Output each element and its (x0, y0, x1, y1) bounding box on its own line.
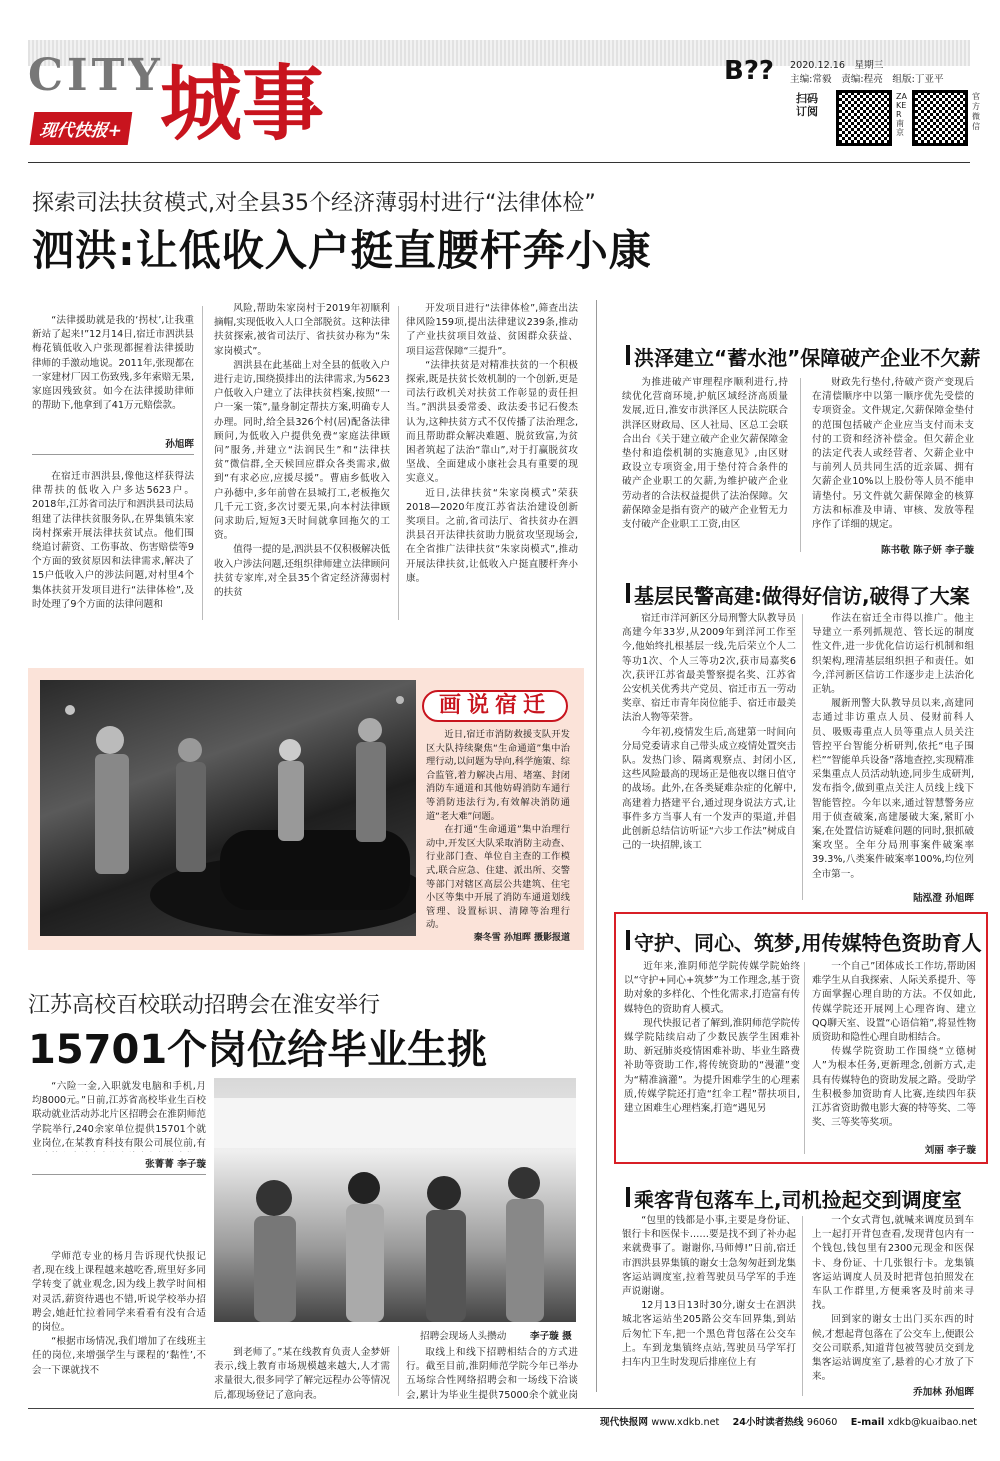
jobs-photo-credit: 李子璇 摄 (530, 1331, 572, 1342)
footer-rule (28, 1408, 974, 1409)
r3-divider (804, 962, 805, 1154)
photo-story-credit: 秦冬雪 孙旭晖 摄影报道 (473, 933, 570, 943)
r4-marker (626, 1187, 630, 1207)
section-title: 城事 (160, 56, 325, 152)
footer-hotline-label: 24小时读者热线 (732, 1417, 804, 1428)
r2-title: 基层民警高建:做得好信访,破得了大案 (634, 584, 970, 608)
photo-story-image (40, 680, 416, 936)
r2-marker (626, 583, 630, 603)
lead-col1b: 在宿迁市泗洪县,像他这样获得法律帮扶的低收入户多达5623户。2018年,江苏省司法厅和泗洪县司法局组建了法律扶贫服务队,在界集镇朱家岗村探索开展法律扶贫试点。他们围绕追讨薪资、工伤事故、伤害赔偿等9个方面的致贫原因和法律需求,解决了15户低收入户的涉法问题,对村里4个集体扶贫开发项目进行“法律体检”,及时处理了9个方面的法律问题和 (32, 471, 194, 610)
footer-url[interactable]: www.xdkb.net (651, 1417, 720, 1428)
footer-hotline: 96060 (806, 1417, 838, 1428)
jobs-photo-caption: 招聘会现场人头攒动 (420, 1331, 507, 1342)
r4-divider (802, 1216, 803, 1396)
r4-title: 乘客背包落车上,司机捡起交到调度室 (634, 1188, 962, 1212)
lead-title: 泗洪:让低收入户挺直腰杆奔小康 (32, 226, 652, 275)
r4-col2: 一个女式背包,就喊来调度员到车上一起打开背包查看,发现背包内有一个钱包,钱包里有2300元现金和医保卡、身份证、十几张银行卡。龙集镇客运站调度人员及时把背包拍照发在车队工作群里,方便乘客及时前来寻找。 回到家的谢女士出门买东西的时候,才想起背包落在了公交车上,便跟公交公司联系,知道背包被驾驶员交到龙集客运站调度室了,悬着的心才放了下来。 (812, 1215, 974, 1383)
lead-kicker: 探索司法扶贫模式,对全县35个经济薄弱村进行“法律体检” (32, 191, 596, 216)
qr-code-wechat[interactable] (912, 90, 968, 146)
r2-byline: 陆泓澄 孙旭晖 (913, 893, 974, 904)
photo-story-box (28, 668, 584, 950)
jobs-photo (214, 1078, 576, 1322)
lead-divider-2 (398, 306, 399, 620)
jobs-col3: 取线上和线下招聘相结合的方式进行。截至目前,淮阴师范学院今年已举办五场综合性网络招聘会和一场线下洽谈会,累计为毕业生提供75000余个就业岗 (406, 1347, 578, 1401)
masthead (0, 0, 1000, 170)
page-number: B?? (724, 56, 774, 86)
r4-byline: 乔加林 孙旭晖 (913, 1387, 974, 1398)
editors-line: 主编:常毅 责编:程亮 组版:丁亚平 (790, 74, 944, 85)
r1-divider (800, 378, 801, 552)
r3-col2: 一个自己”团体成长工作坊,帮助困难学生从自我探索、人际关系提升、等方面掌握心理自助的方法。不仅如此,传媒学院还开展网上心理咨询、建立QQ聊天室、设置“心语信箱”,将显性物质资助和隐性心理自助相结合。 传媒学院资助工作围绕“立德树人”为根本任务,更新理念,创新方式,走具有传媒特色的资助发展之路。受助学生积极参加资助育人比赛,连续四年获江苏省资助微电影大赛的特等奖、二等奖、三等奖等奖项。 (812, 961, 976, 1129)
jobs-title: 15701个岗位给毕业生挑 (28, 1027, 488, 1073)
jobs-col1a-byline: 张菁菁 李子璇 (145, 1159, 206, 1170)
r1-byline: 陈书敬 陈子妍 李子璇 (880, 545, 974, 556)
jobs-divider (398, 1346, 399, 1396)
footer (600, 1414, 978, 1428)
lead-col3: 开发项目进行“法律体检”,筛查出法律风险159项,提出法律建议239条,推动了产业扶贫项目效益、贫困群众获益、项目运营保障“三提升”。 “法律扶贫是对精准扶贫的一个积极探索,既是扶贫长效机制的一个创新,更是司法行政机关对扶贫工作彰显的责任担当。”泗洪县委常委、政法委书记石俊杰认为,这种扶贫方式不仅传播了法治理念,而且帮助群众解决难题、脱贫致富,为贫困者筑起了法治“靠山”,对于打赢脱贫攻坚战、全面建成小康社会具有重要的现实意义。 近日,法律扶贫“朱家岗模式”荣获2018—2020年度江苏省法治建设创新奖项目。之前,省司法厅、省扶贫办在泗洪县召开法律扶贫助力脱贫攻坚现场会,在全省推广法律扶贫“朱家岗模式”,推动开展法律扶贫,让低收入户挺直腰杆奔小康。 (406, 303, 578, 584)
photo-story-badge: 画说宿迁 (422, 690, 568, 722)
lead-col1a-byline: 孙旭晖 (165, 439, 194, 450)
jobs-photo-scene (214, 1078, 576, 1322)
lead-col1a: “法律援助就是我的‘拐杖’,让我重新站了起来!”12月14日,宿迁市泗洪县梅花镇低收入户张现都握着法律援助律师的手激动地说。2011年,张现都在一家建材厂因工伤致残,多年索赔无果,家庭因残致贫。如今在法律援助律师的帮助下,他拿到了41万元赔偿款。 (32, 315, 194, 412)
r2-col1: 宿迁市洋河新区分局刑警大队教导员高建今年33岁,从2009年到洋河工作至今,他始终扎根基层一线,先后荣立个人二等功1次、个人三等功2次,获市局嘉奖6次,获评江苏省最美警察提名奖、江苏省公安机关优秀共产党员、宿迁市五一劳动奖章、宿迁市青年岗位能手、宿迁市最美法治人物等荣誉。 今年初,疫情发生后,高建第一时间向分局党委请求自己带头成立疫情处置突击队。发热门诊、隔离观察点、封闭小区,这些风险最高的现场正是他夜以继日值守的战场。此外,在各类疑难杂症的化解中,高建着力搭建平台,通过现身说法方式,让事件多方当事人有一个发声的渠道,并倡此创新总结信访听证“六步工作法”树成自己的一块招牌,该工 (622, 613, 796, 852)
qr-code-subscribe[interactable] (836, 90, 892, 146)
city-wordmark: CITY (28, 50, 164, 101)
r2-col2: 作法在宿迁全市得以推广。他主导建立一系列抓规范、管长远的制度性文件,进一步优化信访运行机制和组织架构,理清基层组织担子和责任。如今,洋河新区信访工作逐步走上法治化正轨。 履新刑警大队教导员以来,高建同志通过非访重点人员、侵财前科人员、吸贩毒重点人员等重点人员关注管控平台智能分析研判,依托“电子围栏”“智能单兵设备”落地查控,实现精准采集重点人员活动轨迹,同步生成研判,发布指令,做到重点关注人员线上线下智能管控。今年以来,通过智慧警务应用于侦查破案,高建屡破大案,紧盯小案,在处置信访疑难问题的同时,狠抓破案攻坚。全年分局刑事案件破案率39.3%,八类案件破案率100%,均位列全市第一。 (812, 613, 974, 880)
r2-divider (802, 614, 803, 900)
jobs-col1-rule (32, 1174, 206, 1175)
r3-byline: 刘丽 李子璇 (924, 1145, 976, 1156)
scan-label: 扫码订阅 (796, 92, 818, 118)
jobs-col1a: “六险一金,入职就发电脑和手机,月均8000元。”日前,江苏省高校毕业生百校联动就业活动苏北片区招聘会在淮阴师范学院举行,240余家单位提供15701个就业岗位,在某教育科技有限公司展位前,有 (32, 1081, 206, 1149)
lead-col2: 风险,帮助朱家岗村于2019年初顺利摘帽,实现低收入人口全部脱贫。这种法律扶贫探索,被省司法厅、省扶贫办称为“朱家岗模式”。 泗洪县在此基础上对全县的低收入户进行走访,围绕摸排出的法律需求,为5623户低收入户建立了法律扶贫档案,按照“一户一案一策”,量身制定帮扶方案,明确专人办理。同时,给全县326个村(居)配备法律顾问,为低收入户提供免费“家庭法律顾问”服务,并建立“法润民生”和“法律扶贫”微信群,全天候回应群众各类需求,做到“有求必应,应援尽援”。曹庙乡低收入户孙德中,多年前曾在县城打工,老板拖欠几千元工资,多次讨要无果,向本村法律顾问求助后,短短3天时间就拿回拖欠的工资。 值得一提的是,泗洪县不仅积极解决低收入户涉法问题,还组织律师建立法律顾问扶贫专家库,对全县35个省定经济薄弱村的扶贫 (214, 303, 390, 599)
lead-divider-1 (202, 306, 203, 620)
r1-title: 洪泽建立“蓄水池”保障破产企业不欠薪 (634, 346, 981, 370)
jobs-col1b: 学师范专业的杨月告诉现代快报记者,现在线上课程越来越吃香,班里好多同学转变了就业观念,因为线上教学时间相对灵活,薪资待遇也不错,听说学校举办招聘会,她赶忙拉着同学来看看有没有合适的岗位。 “根据市场情况,我们增加了在线班主任的岗位,来增强学生与课程的‘黏性’,不会一下课就找不 (32, 1251, 206, 1376)
zaker-label: ZAKER南京 (896, 92, 907, 137)
official-label: 官方微信 (972, 92, 980, 131)
r1-marker (626, 345, 630, 365)
r3-col1: 近年来,淮阴师范学院传媒学院始终以“守护+同心+筑梦”为工作理念,基于资助对象的多样化、个性化需求,打造富有传媒特色的资助育人模式。 现代快报记者了解到,淮阴师范学院传媒学院陆续启动了少数民族学生困难补助、新冠肺炎疫情困难补助、毕业生路费补助等资助工作,将传统资助的“漫灌”变为“精准滴灌”。为提升困难学生的心理素质,传媒学院还打造“红伞工程”帮扶项目,建立困难生心理档案,打造“遇见另 (624, 961, 800, 1115)
footer-site: 现代快报网 (600, 1417, 648, 1428)
masthead-rule (28, 162, 970, 163)
r3-marker (626, 930, 630, 950)
photo-story-text: 近日,宿迁市消防救援支队开发区大队持续聚焦“生命通道”集中治理行动,以问题为导向,科学施策、综合监管,着力解决占用、堵塞、封闭消防车通道和其他妨碍消防车通行等消防违法行为,有效解决消防通道“老大难”问题。 在打通“生命通道”集中治理行动中,开发区大队采取消防主动查、行业部门查、单位自主查的工作模式,联合应急、住建、派出所、交警等部门对辖区高层公共建筑、住宅小区等集中开展了消防车通道划线管理、设置标识、清障等治理行动。 (426, 729, 570, 930)
date-line: 2020.12.16 星期三 (790, 60, 884, 71)
footer-email[interactable]: xdkb@kuaibao.net (887, 1417, 978, 1428)
column-divider-main (596, 300, 597, 1392)
r4-col1: “包里的钱都是小事,主要是身份证、银行卡和医保卡……要是找不到了补办起来就费事了。谢谢你,马师傅!”日前,宿迁市泗洪县界集镇的谢女士急匆匆赶到龙集客运站调度室,拉着驾驶员马学军的手连声说谢谢。 12月13日13时30分,谢女士在泗洪城北客运站坐205路公交车回界集,到站后匆忙下车,把一个黑色背包落在公交车上。车到龙集镇终点站,驾驶员马学军打扫车内卫生时发现后排座位上有 (622, 1215, 796, 1369)
r3-title: 守护、同心、筑梦,用传媒特色资助育人 (634, 931, 982, 955)
photo-scene (40, 680, 416, 936)
r1-col2: 财政先行垫付,待破产资产变现后在清偿顺序中以第一顺序优先受偿的专项资金。文件规定,欠薪保障金垫付的范围包括破产企业应当支付而未支付的工资和经济补偿金。但欠薪企业的法定代表人或经营者、欠薪企业中与前列人员共同生活的近亲属、拥有欠薪企业10%以上股份等人员不能申请垫付。另文件就欠薪保障金的核算方法和标准及申请、审核、发放等程序作了详细的规定。 (812, 377, 974, 531)
r3-box (614, 912, 988, 1164)
jobs-col2: 到老师了。”某在线教育负责人金梦妍表示,线上教育市场规模越来越大,人才需求量很大,很多同学了解完远程办公等情况后,都现场登记了意向表。 (214, 1347, 390, 1401)
footer-email-label: E-mail (850, 1417, 885, 1428)
r1-col1: 为推进破产审理程序顺利进行,持续优化营商环境,护航区域经济高质量发展,近日,淮安市洪泽区人民法院联合洪泽区财政局、区人社局、区总工会联合出台《关于建立破产企业欠薪保障金垫付和追偿机制的实施意见》,由区财政设立专项资金,用于垫付符合条件的破产企业职工的欠薪,为维护破产企业劳动者的合法权益提供了法治保障。欠薪保障金是指有资产的破产企业暂无力支付破产企业职工工资,由区 (622, 377, 788, 531)
lead-col1-rule (32, 454, 194, 455)
jobs-kicker: 江苏高校百校联动招聘会在淮安举行 (28, 993, 381, 1018)
paper-logo: 现代快报+ (30, 112, 133, 145)
